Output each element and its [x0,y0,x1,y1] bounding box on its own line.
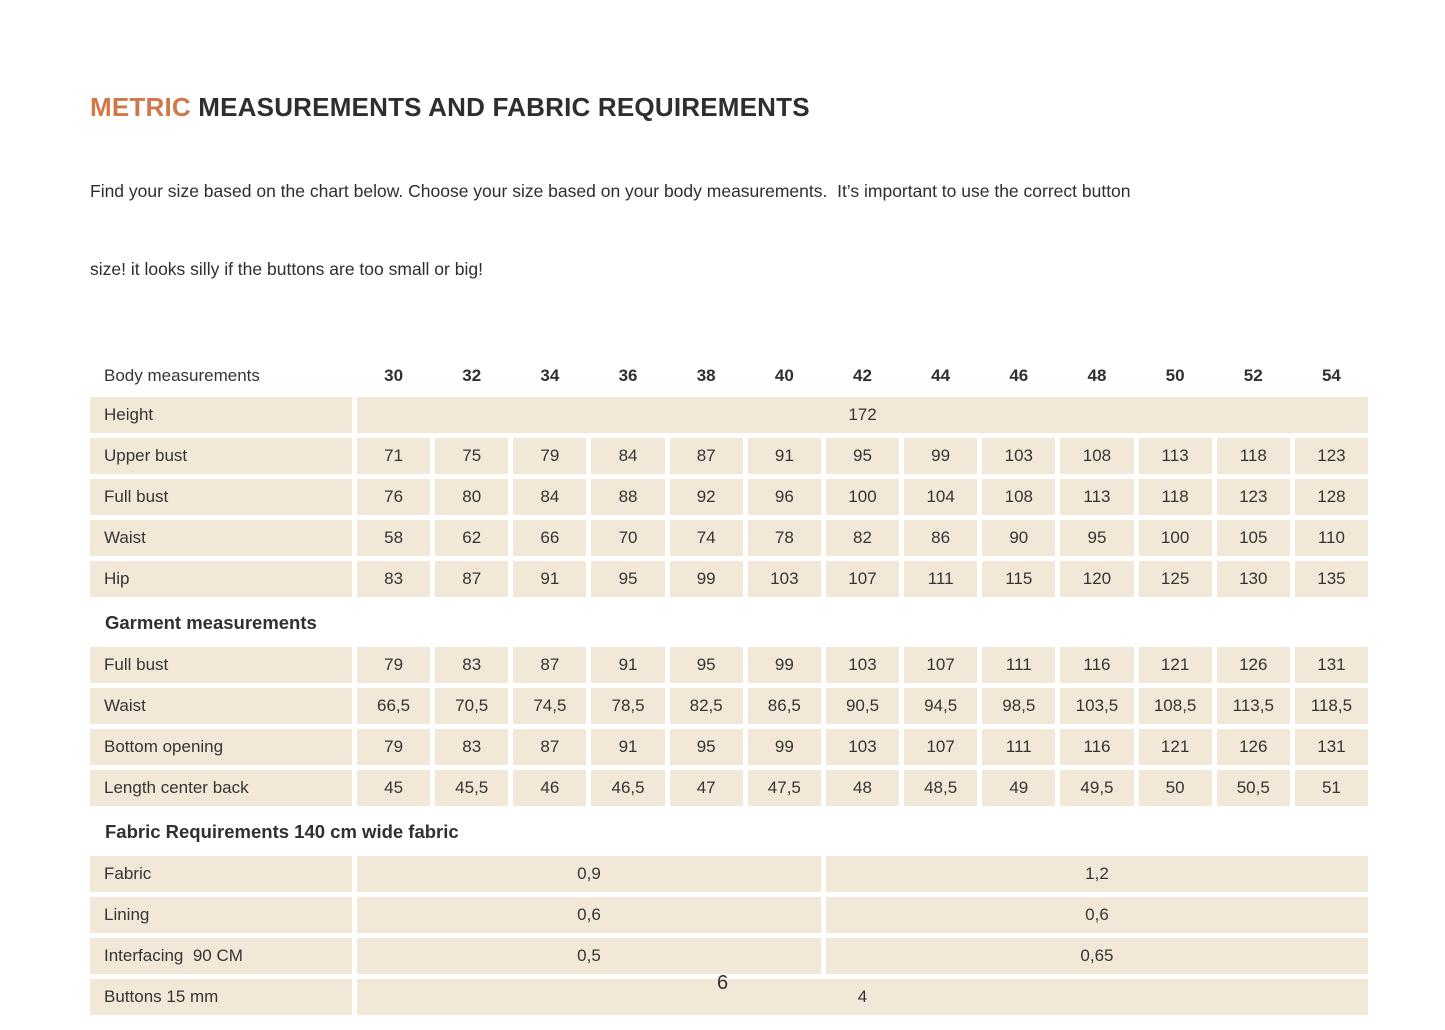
value-cell: 123 [1217,479,1290,515]
value-cell: 121 [1139,647,1212,683]
merged-value: 172 [357,397,1368,433]
value-cell: 103 [826,647,899,683]
value-cell: 91 [591,729,664,765]
value-cell: 74 [670,520,743,556]
value-cell: 47,5 [748,770,821,806]
garment-section-title: Garment measurements [105,612,317,633]
value-cell: 103 [748,561,821,597]
row-label: Waist [90,520,352,556]
value-cell: 108 [1060,438,1133,474]
document-content [90,92,1368,1020]
value-cell: 80 [435,479,508,515]
intro-text-line2: size! it looks silly if the buttons are too small or big! [90,259,483,279]
value-cell: 120 [1060,561,1133,597]
value-cell: 50 [1139,770,1212,806]
value-cell: 87 [513,647,586,683]
value-cell: 95 [1060,520,1133,556]
row-label: Length center back [90,770,352,806]
value-cell: 103,5 [1060,688,1133,724]
size-column-header: 42 [853,366,872,385]
value-cell: 113,5 [1217,688,1290,724]
row-label: Buttons 15 mm [90,979,352,1015]
size-column-header: 44 [931,366,951,385]
row-label: Hip [90,561,352,597]
size-column-header: 40 [774,366,794,385]
intro-text [90,126,1368,334]
value-cell: 99 [904,438,977,474]
size-column-header: 50 [1165,366,1185,385]
value-cell: 126 [1217,647,1290,683]
value-cell: 103 [826,729,899,765]
size-column-header: 54 [1321,366,1341,385]
table-row [90,397,1368,433]
value-cell: 84 [591,438,664,474]
value-cell: 49,5 [1060,770,1133,806]
value-cell: 86,5 [748,688,821,724]
value-cell: 108,5 [1139,688,1212,724]
value-cell: 118 [1217,438,1290,474]
value-cell: 83 [435,729,508,765]
value-cell: 105 [1217,520,1290,556]
value-cell: 71 [357,438,430,474]
value-cell: 78 [748,520,821,556]
value-cell: 83 [357,561,430,597]
value-cell: 87 [435,561,508,597]
value-cell: 75 [435,438,508,474]
table-row [90,647,1368,683]
value-cell: 48,5 [904,770,977,806]
value-cell: 99 [670,561,743,597]
intro-text-line1: Find your size based on the chart below. Choose your size based on your body measurements. It’s important to use the correct button [90,181,1131,201]
merged-value-right: 0,65 [826,938,1368,974]
value-cell: 51 [1295,770,1368,806]
value-cell: 79 [357,729,430,765]
value-cell: 70 [591,520,664,556]
value-cell: 66 [513,520,586,556]
value-cell: 46 [513,770,586,806]
row-label: Waist [90,688,352,724]
row-label: Full bust [90,479,352,515]
value-cell: 45 [357,770,430,806]
value-cell: 123 [1295,438,1368,474]
value-cell: 131 [1295,729,1368,765]
value-cell: 118,5 [1295,688,1368,724]
value-cell: 84 [513,479,586,515]
value-cell: 108 [982,479,1055,515]
value-cell: 111 [904,561,977,597]
value-cell: 82 [826,520,899,556]
row-label: Upper bust [90,438,352,474]
column-header-label: Body measurements [104,366,260,385]
value-cell: 111 [982,647,1055,683]
value-cell: 49 [982,770,1055,806]
value-cell: 113 [1139,438,1212,474]
row-label: Full bust [90,647,352,683]
value-cell: 113 [1060,479,1133,515]
page-number: 6 [716,972,729,994]
value-cell: 95 [591,561,664,597]
value-cell: 86 [904,520,977,556]
size-column-header: 32 [462,366,482,385]
value-cell: 70,5 [435,688,508,724]
merged-value-right: 0,6 [826,897,1368,933]
row-label: Height [90,397,352,433]
value-cell: 135 [1295,561,1368,597]
value-cell: 66,5 [357,688,430,724]
value-cell: 98,5 [982,688,1055,724]
table-row [90,561,1368,597]
merged-value-right: 1,2 [826,856,1368,892]
page-title [90,92,1368,122]
value-cell: 110 [1295,520,1368,556]
value-cell: 58 [357,520,430,556]
value-cell: 100 [826,479,899,515]
value-cell: 91 [748,438,821,474]
value-cell: 88 [591,479,664,515]
value-cell: 62 [435,520,508,556]
table-row [90,897,1368,933]
value-cell: 111 [982,729,1055,765]
value-cell: 131 [1295,647,1368,683]
value-cell: 115 [982,561,1055,597]
value-cell: 107 [826,561,899,597]
merged-value-left: 0,5 [357,938,821,974]
row-label: Bottom opening [90,729,352,765]
value-cell: 107 [904,729,977,765]
size-column-header: 34 [540,366,560,385]
value-cell: 118 [1139,479,1212,515]
table-row [90,520,1368,556]
value-cell: 87 [513,729,586,765]
table-row [90,688,1368,724]
value-cell: 78,5 [591,688,664,724]
value-cell: 50,5 [1217,770,1290,806]
page-title-rest: MEASUREMENTS AND FABRIC REQUIREMENTS [190,92,810,122]
merged-value-left: 0,9 [357,856,821,892]
row-label: Fabric [90,856,352,892]
fabric-section-title: Fabric Requirements 140 cm wide fabric [105,821,459,842]
value-cell: 95 [670,729,743,765]
value-cell: 79 [513,438,586,474]
merged-value: 4 [357,979,1368,1015]
value-cell: 91 [513,561,586,597]
table-row [90,358,1368,394]
value-cell: 107 [904,647,977,683]
value-cell: 96 [748,479,821,515]
value-cell: 95 [826,438,899,474]
size-column-header: 48 [1087,366,1107,385]
value-cell: 90 [982,520,1055,556]
value-cell: 79 [357,647,430,683]
value-cell: 92 [670,479,743,515]
value-cell: 48 [826,770,899,806]
value-cell: 103 [982,438,1055,474]
value-cell: 95 [670,647,743,683]
value-cell: 128 [1295,479,1368,515]
size-column-header: 30 [384,366,404,385]
value-cell: 91 [591,647,664,683]
value-cell: 82,5 [670,688,743,724]
value-cell: 126 [1217,729,1290,765]
value-cell: 99 [748,647,821,683]
size-chart [90,358,1368,1015]
value-cell: 100 [1139,520,1212,556]
size-column-header: 36 [618,366,638,385]
table-row [90,479,1368,515]
value-cell: 104 [904,479,977,515]
value-cell: 47 [670,770,743,806]
table-row [90,856,1368,892]
value-cell: 76 [357,479,430,515]
value-cell: 121 [1139,729,1212,765]
value-cell: 125 [1139,561,1212,597]
page-title-highlight: METRIC [90,92,191,122]
table-row [90,938,1368,974]
table-row [90,438,1368,474]
value-cell: 83 [435,647,508,683]
row-label: Interfacing 90 CM [90,938,352,974]
value-cell: 116 [1060,647,1133,683]
size-column-header: 46 [1009,366,1029,385]
value-cell: 74,5 [513,688,586,724]
value-cell: 130 [1217,561,1290,597]
value-cell: 116 [1060,729,1133,765]
table-row [90,729,1368,765]
size-column-header: 52 [1243,366,1263,385]
value-cell: 90,5 [826,688,899,724]
value-cell: 87 [670,438,743,474]
value-cell: 99 [748,729,821,765]
value-cell: 45,5 [435,770,508,806]
merged-value-left: 0,6 [357,897,821,933]
size-column-header: 38 [696,366,716,385]
table-row [90,770,1368,806]
value-cell: 46,5 [591,770,664,806]
value-cell: 94,5 [904,688,977,724]
row-label: Lining [90,897,352,933]
